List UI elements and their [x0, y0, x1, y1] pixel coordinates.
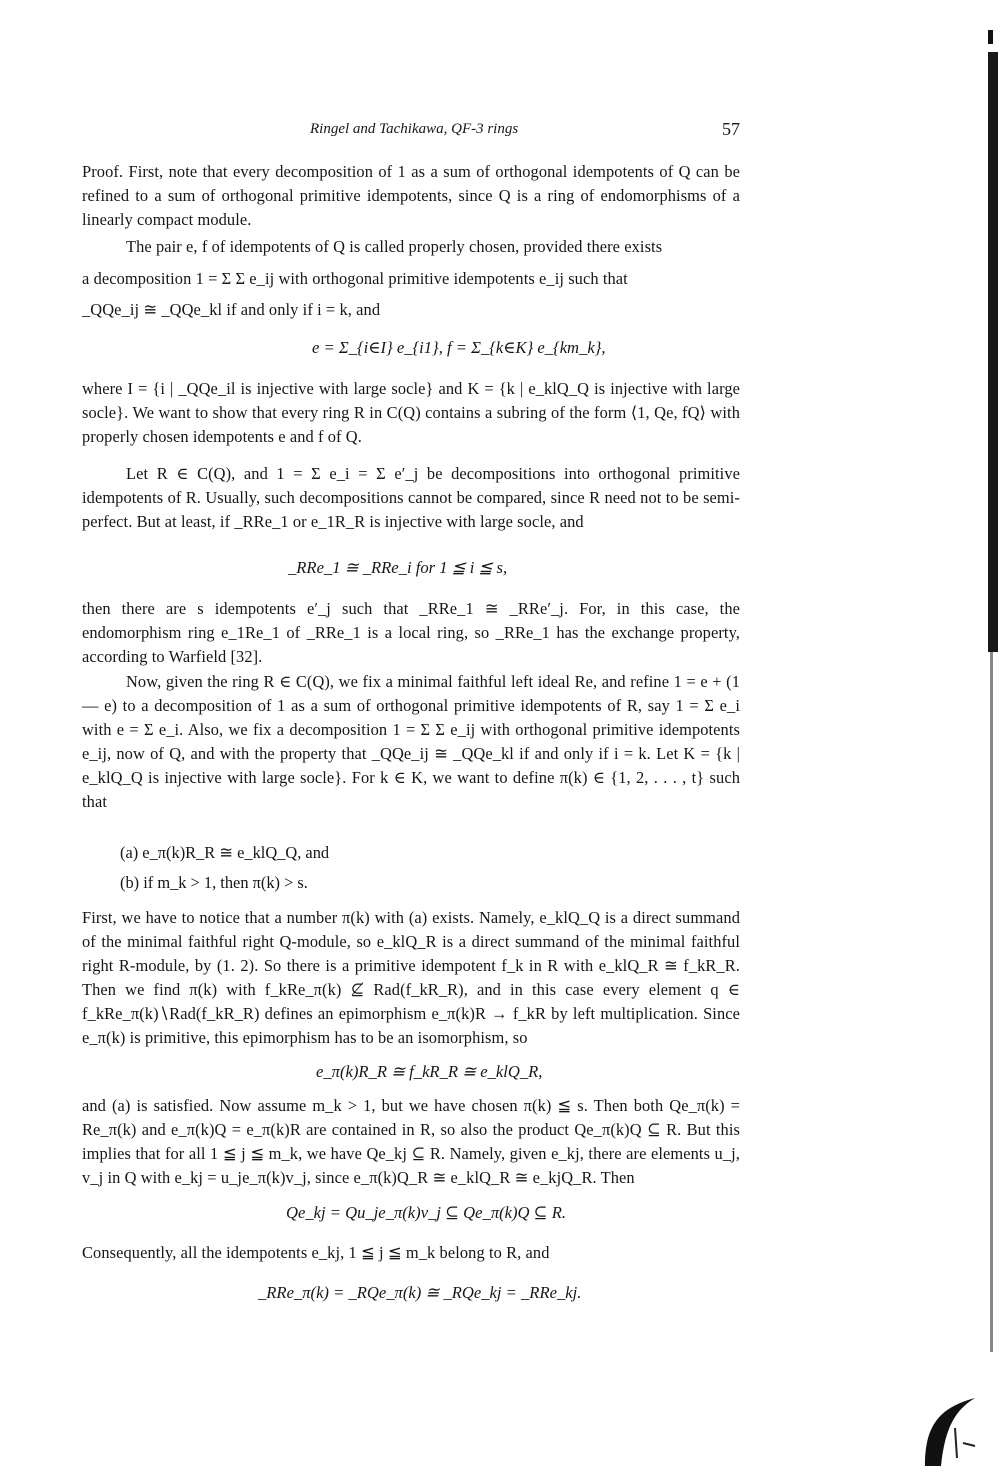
paragraph-text: Consequently, all the idempotents e_kj, 1 ≦ j ≦ m_k belong to R, and	[82, 1243, 550, 1262]
paragraph-iso-condition	[82, 298, 740, 322]
paragraph-where-I-K	[82, 377, 740, 449]
equation-iso-chain: e_π(k)R_R ≅ f_kR_R ≅ e_klQ_R,	[316, 1062, 543, 1081]
paragraph-text: First, we have to notice that a number π(k) with (a) exists. Namely, e_klQ_Q is a direct summand of the minimal faithful right Q-module, so e_klQ_R is a direct summand of the minimal faithful right R-module, by (1. 2). So there is a primitive idempotent f_k in R with e_klQ_R ≅ f_kR_R. Then we find π(k) with f_kRe_π(k) ⊈ Rad(f_kR_R), and in this case every element q ∈ f_kRe_π(k)∖Rad(f_kR_R) defines an epimorphism e_π(k)R → f_kR by left multiplication. Since e_π(k) is primitive, this epimorphism has to be an isomorphism, so	[82, 908, 740, 1047]
paragraph-first-notice	[82, 906, 740, 1050]
equation-Re1-iso: _RRe_1 ≅ _RRe_i for 1 ≦ i ≦ s,	[288, 558, 508, 577]
paragraph-text: Proof. First, note that every decomposition of 1 as a sum of orthogonal idempotents of Q can be refined to a sum of orthogonal primitive idempotents, since Q is a ring of endomorphisms of a linearly compact module.	[82, 162, 740, 229]
paragraph-text: where I = {i | _QQe_il is injective with large socle} and K = {k | e_klQ_Q is injective with large socle}. We want to show that every ring R in C(Q) contains a subring of the form ⟨1, Qe, fQ⟩ with properly chosen idempotents e and f of Q.	[82, 379, 740, 446]
paragraph-decomposition-line	[82, 267, 740, 291]
paragraph-properly-chosen	[82, 235, 740, 259]
running-title: Ringel and Tachikawa, QF-3 rings	[310, 121, 519, 137]
paragraph-assume-mk	[82, 1094, 740, 1190]
scan-edge-shadow	[988, 30, 1000, 1410]
paragraph-text: Let R ∈ C(Q), and 1 = Σ e_i = Σ e′_j be decompositions into orthogonal primitive idempotents of R. Usually, such decompositions cannot be compared, since R need not to be semi-perfect. But at least, if _RRe_1 or e_1R_R is injective with large socle, and	[82, 464, 740, 531]
paragraph-let-R	[82, 462, 740, 534]
paragraph-proof	[82, 160, 740, 232]
equation-Qekj-subset: Qe_kj = Qu_je_π(k)v_j ⊆ Qe_π(k)Q ⊆ R.	[286, 1203, 567, 1222]
scan-corner-mark	[915, 1388, 990, 1468]
condition-a: (a) e_π(k)R_R ≅ e_klQ_Q, and	[120, 843, 330, 862]
paragraph-minimal-faithful	[82, 670, 740, 814]
equation-e-f-definition: e = Σ_{i∈I} e_{i1}, f = Σ_{k∈K} e_{km_k},	[312, 338, 606, 357]
paragraph-text: _QQe_ij ≅ _QQe_kl if and only if i = k, and	[82, 300, 381, 319]
paragraph-exchange-property	[82, 597, 740, 669]
paragraph-text: Now, given the ring R ∈ C(Q), we fix a minimal faithful left ideal Re, and refine 1 = e + (1 — e) to a decomposition of 1 as a sum of orthogonal primitive idempotents of R, say 1 = Σ e_i with e = Σ e_i. Also, we fix a decomposition 1 = Σ Σ e_ij with orthogonal primitive idempotents e_ij, now of Q, and with the property that _QQe_ij ≅ _QQe_kl if and only if i = k. Let K = {k | e_klQ_Q is injective with large socle}. For k ∈ K, we want to define π(k) ∈ {1, 2, . . . , t} such that	[82, 672, 740, 811]
paragraph-text: a decomposition 1 = Σ Σ e_ij with orthogonal primitive idempotents e_ij such that	[82, 269, 628, 288]
paragraph-text: then there are s idempotents e′_j such that _RRe_1 ≅ _RRe′_j. For, in this case, the endomorphism ring e_1Re_1 of _RRe_1 is a local ring, so _RRe_1 has the exchange property, according to Warfield [32].	[82, 599, 740, 666]
condition-b: (b) if m_k > 1, then π(k) > s.	[120, 873, 308, 892]
page-number: 57	[722, 119, 740, 139]
paragraph-text: The pair e, f of idempotents of Q is called properly chosen, provided there exists	[126, 237, 663, 256]
paragraph-text: and (a) is satisfied. Now assume m_k > 1, but we have chosen π(k) ≦ s. Then both Qe_π(k) = Re_π(k) and e_π(k)Q = e_π(k)R are contained in R, so also the product Qe_π(k)Q ⊆ R. But this implies that for all 1 ≦ j ≦ m_k, we have Qe_kj ⊆ R. Namely, given e_kj, there are elements u_j, v_j in Q with e_kj = u_je_π(k)v_j, since e_π(k)Q_R ≅ e_klQ_R ≅ e_kjQ_R. Then	[82, 1096, 740, 1187]
paragraph-consequently	[82, 1241, 740, 1265]
equation-final-iso: _RRe_π(k) = _RQe_π(k) ≅ _RQe_kj = _RRe_kj.	[258, 1283, 582, 1302]
